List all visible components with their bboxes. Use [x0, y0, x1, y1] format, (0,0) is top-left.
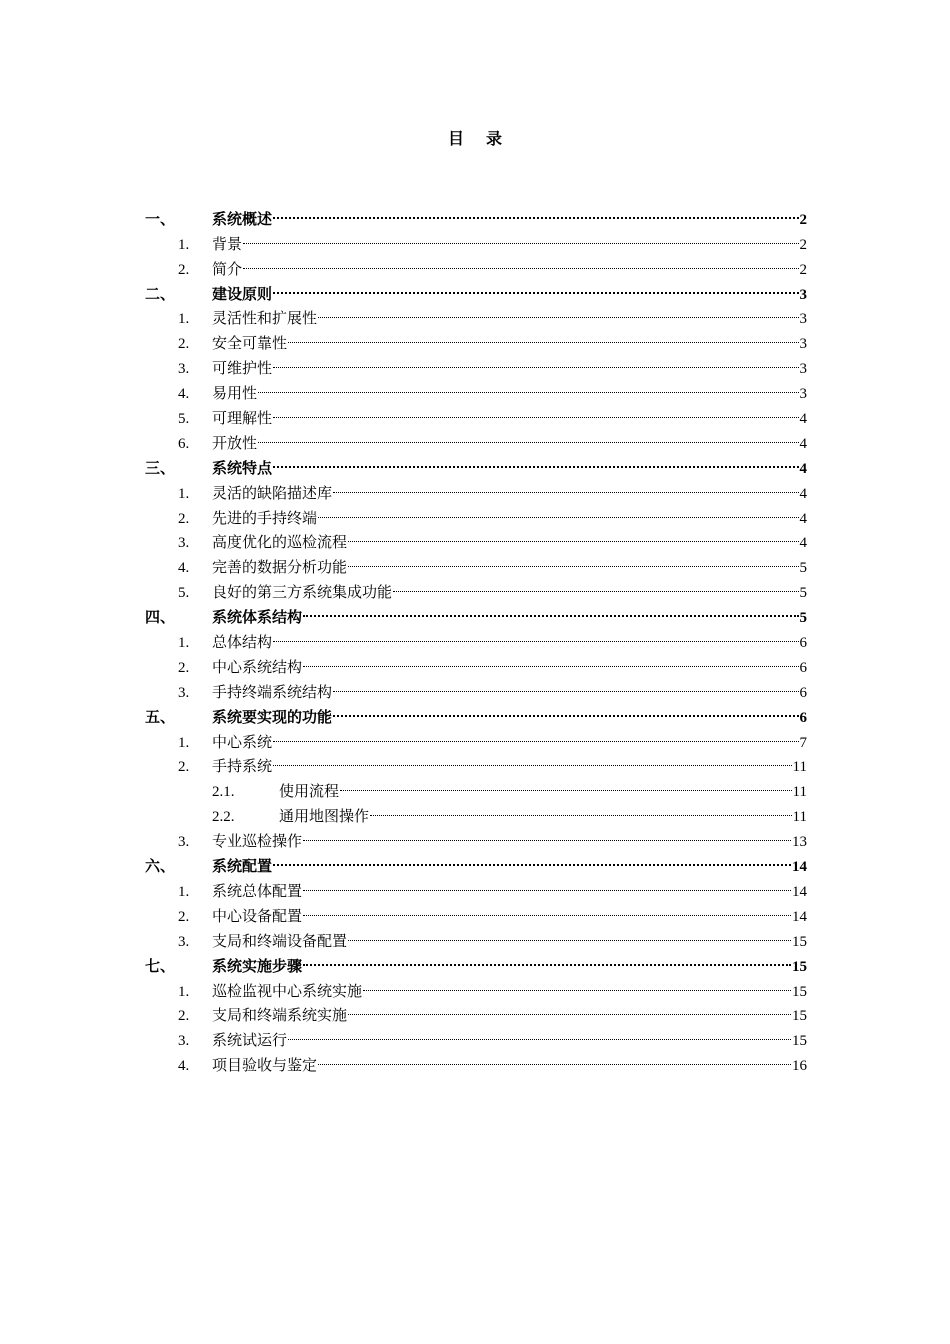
toc-entry[interactable] [145, 896, 807, 925]
toc-entry-page-number: 3 [799, 361, 807, 378]
toc-entry-page-number: 15 [792, 933, 807, 950]
toc-entry-number: 4. [178, 386, 190, 403]
toc-entry-number: 二、 [145, 284, 176, 303]
toc-dot-leader [273, 846, 791, 871]
toc-entry-label: 中心系统结构 [212, 657, 303, 676]
toc-entry-page-number: 6 [799, 684, 807, 701]
toc-dot-leader [393, 572, 798, 597]
toc-dot-leader [273, 199, 798, 224]
toc-entry-label: 支局和终端设备配置 [212, 931, 348, 950]
toc-entry-label: 系统要实现的功能 [212, 707, 333, 726]
toc-entry-number: 1. [178, 236, 190, 253]
toc-dot-leader [303, 821, 791, 846]
toc-dot-leader [348, 921, 791, 946]
toc-entry[interactable] [145, 946, 807, 975]
toc-entry-label: 可维护性 [212, 359, 273, 378]
toc-entry-label: 背景 [212, 234, 243, 253]
toc-dot-leader [258, 373, 798, 398]
toc-dot-leader [348, 547, 798, 572]
toc-entry[interactable] [145, 498, 807, 527]
toc-title: 目录 [447, 129, 524, 148]
toc-entry[interactable] [145, 348, 807, 378]
toc-entry-label: 简介 [212, 259, 243, 278]
toc-entry-label: 通用地图操作 [279, 807, 370, 826]
toc-entry-label: 开放性 [212, 433, 258, 452]
toc-entry-page-number: 16 [792, 1058, 807, 1075]
toc-entry[interactable] [145, 971, 807, 1000]
toc-entry-number: 七、 [145, 956, 176, 975]
toc-dot-leader [273, 747, 792, 772]
toc-entry-label: 建设原则 [212, 284, 273, 303]
toc-entry-page-number: 15 [792, 958, 807, 975]
toc-entry-number: 5. [178, 585, 190, 602]
toc-entry-page-number: 6 [799, 659, 807, 676]
toc-entry-number: 2. [178, 1008, 190, 1025]
toc-entry[interactable] [145, 572, 807, 602]
toc-entry-page-number: 4 [799, 435, 807, 452]
toc-entry-page-number: 3 [799, 336, 807, 353]
toc-entry-number: 四、 [145, 608, 176, 627]
toc-entry[interactable] [145, 672, 807, 701]
toc-entry-label: 使用流程 [279, 782, 340, 801]
toc-dot-leader [318, 498, 798, 523]
toc-dot-leader [258, 423, 798, 448]
toc-entry-label: 总体结构 [212, 633, 273, 652]
toc-dot-leader [288, 323, 798, 348]
toc-entry-label: 灵活性和扩展性 [212, 309, 318, 328]
toc-entry[interactable] [145, 747, 807, 776]
toc-entry-label: 系统特点 [212, 458, 273, 477]
toc-entry[interactable] [145, 821, 807, 851]
toc-dot-leader [363, 971, 791, 996]
toc-dot-leader [243, 249, 798, 274]
toc-entry-label: 易用性 [212, 384, 258, 403]
toc-entry-page-number: 3 [799, 311, 807, 328]
toc-entry[interactable] [145, 771, 807, 801]
toc-entry[interactable] [145, 597, 807, 627]
toc-entry-label: 专业巡检操作 [212, 832, 303, 851]
toc-entry-page-number: 4 [799, 510, 807, 527]
toc-entry-number: 5. [178, 411, 190, 428]
toc-entry-page-number: 7 [799, 734, 807, 751]
toc-entry-page-number: 13 [792, 834, 807, 851]
toc-entry-number: 1. [178, 311, 190, 328]
toc-entry-label: 系统概述 [212, 209, 273, 228]
toc-entry[interactable] [145, 846, 807, 876]
toc-entry-label: 高度优化的巡检流程 [212, 533, 348, 552]
toc-entry-number: 2. [178, 336, 190, 353]
toc-entry[interactable] [145, 398, 807, 428]
toc-entry[interactable] [145, 1045, 807, 1075]
toc-entry[interactable] [145, 323, 807, 353]
toc-dot-leader [348, 523, 798, 548]
toc-entry-page-number: 15 [792, 1033, 807, 1050]
toc-dot-leader [303, 871, 791, 896]
toc-entry-page-number: 3 [799, 386, 807, 403]
toc-dot-leader [333, 697, 798, 722]
toc-entry-label: 手持终端系统结构 [212, 682, 333, 701]
toc-entry-label: 系统体系结构 [212, 608, 303, 627]
toc-entry[interactable] [145, 299, 807, 328]
toc-entry-label: 项目验收与鉴定 [212, 1056, 318, 1075]
toc-entry[interactable] [145, 622, 807, 652]
toc-entry[interactable] [145, 199, 807, 228]
toc-entry-number: 三、 [145, 458, 176, 477]
toc-entry-page-number: 11 [792, 784, 807, 801]
toc-entry-page-number: 15 [792, 1008, 807, 1025]
toc-entry-label: 完善的数据分析功能 [212, 558, 348, 577]
toc-entry[interactable] [145, 697, 807, 726]
toc-entry[interactable] [145, 722, 807, 751]
toc-entry-number: 2. [178, 908, 190, 925]
toc-entry-label: 系统配置 [212, 857, 273, 876]
toc-entry[interactable] [145, 871, 807, 900]
toc-dot-leader [273, 348, 798, 373]
toc-entry-page-number: 11 [792, 809, 807, 826]
toc-entry[interactable] [145, 547, 807, 577]
toc-dot-leader [273, 398, 798, 423]
toc-entry-number: 4. [178, 560, 190, 577]
toc-entry-page-number: 4 [799, 460, 807, 477]
toc-entry-number: 一、 [145, 209, 176, 228]
toc-entry-number: 2.2. [212, 809, 235, 826]
toc-entry-number: 3. [178, 1033, 190, 1050]
toc-entry-label: 中心系统 [212, 732, 273, 751]
toc-entry[interactable] [145, 473, 807, 502]
toc-dot-leader [340, 771, 792, 796]
toc-dot-leader [303, 946, 791, 971]
toc-entry[interactable] [145, 647, 807, 676]
toc-entry-page-number: 14 [792, 883, 807, 900]
toc-entry[interactable] [145, 1020, 807, 1050]
toc-entry-number: 3. [178, 361, 190, 378]
toc-entry-number: 4. [178, 1058, 190, 1075]
toc-entry-page-number: 4 [799, 485, 807, 502]
toc-entry[interactable] [145, 996, 807, 1025]
toc-dot-leader [318, 1045, 791, 1070]
toc-dot-leader [370, 796, 792, 821]
toc-entry-number: 3. [178, 684, 190, 701]
toc-entry[interactable] [145, 249, 807, 278]
toc-entry-label: 中心设备配置 [212, 906, 303, 925]
toc-entry-page-number: 5 [799, 610, 807, 627]
toc-entry[interactable] [145, 921, 807, 950]
toc-entry-number: 1. [178, 485, 190, 502]
toc-entry[interactable] [145, 274, 807, 303]
toc-dot-leader [333, 672, 798, 697]
toc-entry-page-number: 15 [792, 983, 807, 1000]
toc-entry-label: 系统总体配置 [212, 881, 303, 900]
toc-entry-number: 3. [178, 933, 190, 950]
toc-entry-page-number: 14 [792, 859, 807, 876]
toc-entry[interactable] [145, 523, 807, 552]
toc-entry-number: 3. [178, 834, 190, 851]
toc-entry-label: 系统实施步骤 [212, 956, 303, 975]
toc-entry-page-number: 5 [799, 585, 807, 602]
table-of-contents [145, 199, 807, 1075]
toc-dot-leader [348, 996, 791, 1021]
toc-entry-label: 灵活的缺陷描述库 [212, 483, 333, 502]
toc-entry-label: 安全可靠性 [212, 334, 288, 353]
toc-entry-label: 先进的手持终端 [212, 508, 318, 527]
toc-entry-label: 良好的第三方系统集成功能 [212, 583, 393, 602]
toc-entry[interactable] [145, 224, 807, 253]
toc-entry-number: 6. [178, 435, 190, 452]
toc-entry[interactable] [145, 796, 807, 826]
toc-entry-label: 支局和终端系统实施 [212, 1006, 348, 1025]
toc-entry-number: 1. [178, 635, 190, 652]
toc-dot-leader [303, 647, 798, 672]
toc-entry-page-number: 4 [799, 411, 807, 428]
toc-dot-leader [303, 896, 791, 921]
toc-entry[interactable] [145, 373, 807, 403]
toc-entry-number: 2. [178, 510, 190, 527]
toc-dot-leader [333, 473, 798, 498]
toc-dot-leader [273, 274, 798, 299]
toc-entry-page-number: 2 [799, 211, 807, 228]
toc-entry-number: 2. [178, 659, 190, 676]
toc-dot-leader [318, 299, 798, 324]
toc-entry-page-number: 11 [792, 759, 807, 776]
toc-entry-label: 手持系统 [212, 757, 273, 776]
toc-entry-label: 巡检监视中心系统实施 [212, 981, 363, 1000]
toc-dot-leader [243, 224, 798, 249]
toc-entry-number: 1. [178, 734, 190, 751]
toc-dot-leader [273, 722, 798, 747]
toc-entry-page-number: 2 [799, 261, 807, 278]
toc-entry-label: 可理解性 [212, 409, 273, 428]
toc-entry-page-number: 4 [799, 535, 807, 552]
toc-entry-number: 3. [178, 535, 190, 552]
toc-entry-label: 系统试运行 [212, 1031, 288, 1050]
toc-entry-page-number: 14 [792, 908, 807, 925]
toc-entry-page-number: 6 [799, 635, 807, 652]
toc-entry-page-number: 5 [799, 560, 807, 577]
toc-entry-number: 2. [178, 759, 190, 776]
toc-dot-leader [273, 622, 798, 647]
toc-entry-number: 1. [178, 883, 190, 900]
toc-dot-leader [303, 597, 798, 622]
toc-dot-leader [288, 1020, 791, 1045]
toc-entry-number: 1. [178, 983, 190, 1000]
toc-entry[interactable] [145, 423, 807, 452]
toc-entry[interactable] [145, 448, 807, 477]
toc-entry-page-number: 2 [799, 236, 807, 253]
toc-entry-page-number: 3 [799, 286, 807, 303]
toc-entry-number: 2.1. [212, 784, 235, 801]
toc-entry-page-number: 6 [799, 709, 807, 726]
toc-dot-leader [273, 448, 798, 473]
toc-entry-number: 2. [178, 261, 190, 278]
toc-entry-number: 六、 [145, 857, 176, 876]
toc-entry-number: 五、 [145, 707, 176, 726]
